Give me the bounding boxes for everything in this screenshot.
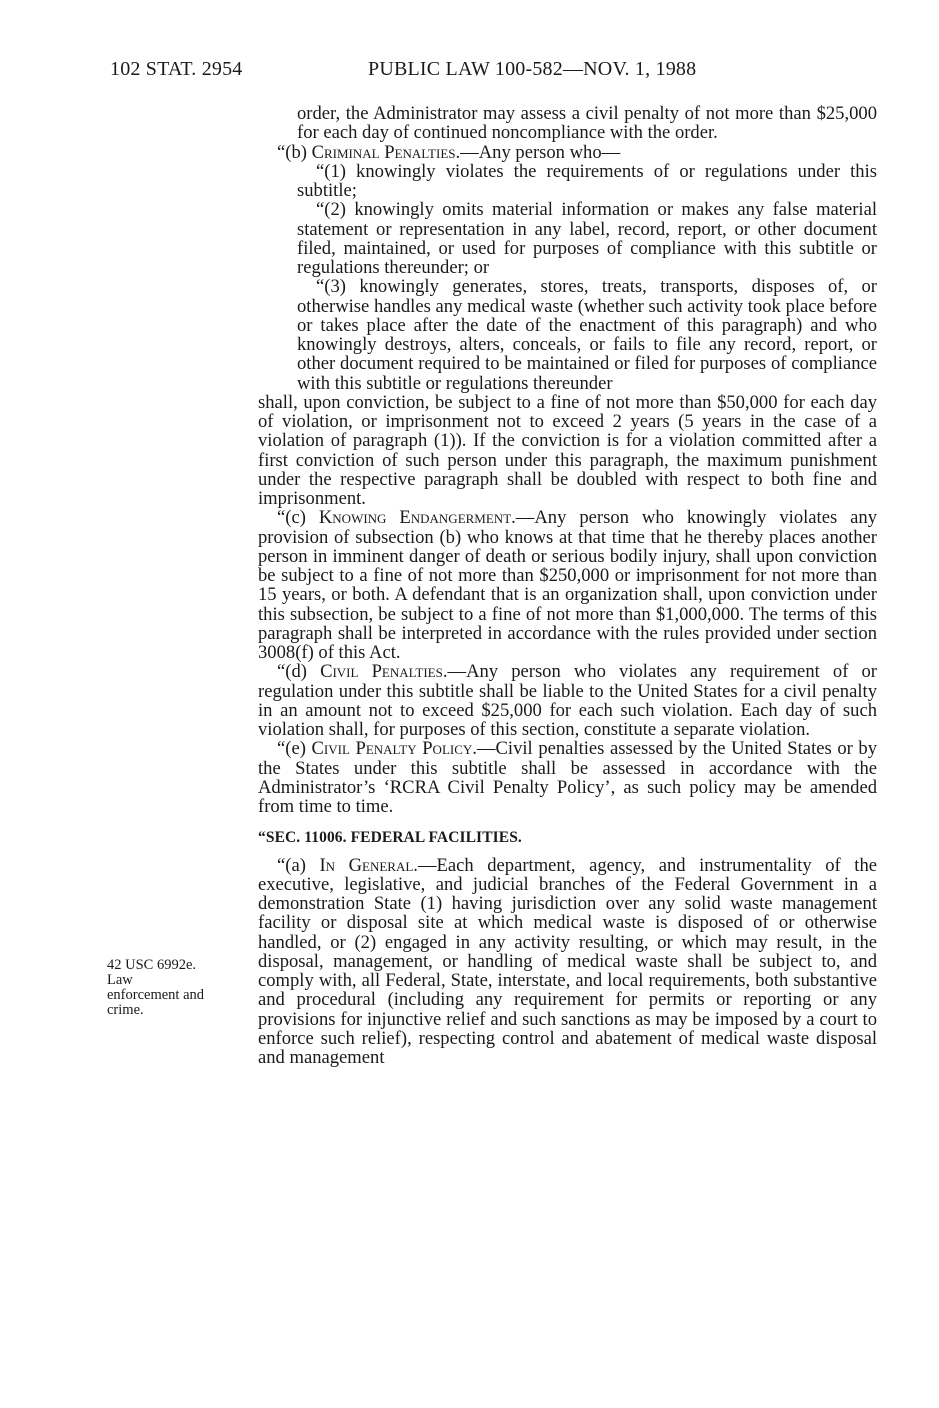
subsection-a-text: .—Each department, agency, and instrumentality of the executive, legislative, and judicial branches of the Federal Government in a demonstration State (1) having jurisdiction over any solid waste management facility or disposal site at which medical waste is disposed of or otherwise handled, or (2) engaged in any activity resulting, or which may result, in the disposal, management, or handling of medical waste shall be subject to, and comply with, all Federal, State, interstate, and local requirements, both substantive and procedural (including any requirement for permits or reporting or any provisions for injunctive relief and such sanctions as may be imposed by a court to enforce such relief), respecting control and abatement of medical waste disposal and management	[258, 854, 878, 1068]
subsection-a-heading: In General	[319, 854, 414, 876]
paragraph-continuation: order, the Administrator may assess a civil penalty of not more than $25,000 for each day of continued noncompliance with the order.	[297, 103, 877, 144]
margin-note	[107, 958, 247, 1018]
section-heading: “SEC. 11006. FEDERAL FACILITIES.	[258, 829, 522, 847]
subsection-b-closing: shall, upon conviction, be subject to a fine of not more than $50,000 for each day of violation, or imprisonment not to exceed 2 years (5 years in the case of a violation of paragraph (1)). If the conviction is for a violation committed after a first conviction of such person under this paragraph, the maximum punishment under the respective paragraph shall be doubled with respect to both fine and imprisonment.	[258, 391, 877, 509]
public-law-title: PUBLIC LAW 100-582—NOV. 1, 1988	[368, 58, 697, 80]
subsection-b	[258, 143, 877, 162]
subsection-c-marker: “(c)	[277, 507, 306, 529]
subsection-b-heading: Criminal Penalties	[311, 141, 456, 163]
page-header	[110, 58, 880, 88]
subsection-e-heading: Civil Penalty Policy	[311, 738, 473, 760]
paragraph-b3: “(3) knowingly generates, stores, treats, transports, disposes of, or otherwise handles any medical waste (whether such activity took place before or takes place after the date of the enactment of this paragraph) and who knowingly destroys, alters, conceals, or fails to file any record, report, or other document required to be maintained or filed for purposes of compliance with this subtitle or regulations thereunder	[297, 276, 877, 394]
subsection-c-heading: Knowing Endangerment	[318, 507, 512, 529]
margin-note-line: enforcement and	[107, 987, 205, 1003]
subsection-d	[258, 662, 877, 739]
subsection-b-text: .—Any person who—	[455, 141, 621, 163]
paragraph-b1: “(1) knowingly violates the requirements of or regulations under this subtitle;	[297, 160, 877, 201]
subsection-a	[258, 856, 877, 1068]
subsection-d-text: .—Any person who violates any requirement of or regulation under this subtitle shall be liable to the United States for a civil penalty in an amount not to exceed $25,000 for each such violation. Each day of such violation shall, for purposes of this section, constitute a separate violation.	[258, 661, 877, 740]
subsection-e	[258, 739, 877, 816]
subsection-a-marker: “(a)	[277, 854, 306, 876]
stat-citation: 102 STAT. 2954	[110, 58, 243, 80]
paragraph-b2: “(2) knowingly omits material information or makes any false material statement or representation in any label, record, report, or other document filed, maintained, or used for purposes of compliance with this subtitle or regulations thereunder; or	[297, 199, 877, 278]
margin-note-line: Law	[107, 972, 133, 988]
margin-note-usc: 42 USC 6992e.	[107, 957, 197, 973]
subsection-c	[258, 508, 877, 662]
subsection-e-text: .—Civil penalties assessed by the United States or by the States under this subtitle shall be assessed in accordance with the Administrator’s ‘RCRA Civil Penalty Policy’, as such policy may be amended from time to time.	[258, 738, 877, 817]
subsection-b-marker: “(b)	[277, 141, 307, 163]
subsection-c-text: .—Any person who knowingly violates any provision of subsection (b) who knows at that time that he thereby places another person in imminent danger of death or serious bodily injury, shall upon conviction be subject to a fine of not more than $250,000 or imprisonment for not more than 15 years, or both. A defendant that is an organization shall, upon conviction under this subsection, be subject to a fine of not more than $1,000,000. The terms of this paragraph shall be interpreted in accordance with the rules provided under section 3008(f) of this Act.	[258, 507, 878, 663]
margin-note-line: crime.	[107, 1002, 144, 1018]
subsection-e-marker: “(e)	[277, 738, 306, 760]
statute-body	[258, 104, 877, 1067]
subsection-d-marker: “(d)	[277, 661, 307, 683]
subsection-d-heading: Civil Penalties	[320, 661, 443, 683]
